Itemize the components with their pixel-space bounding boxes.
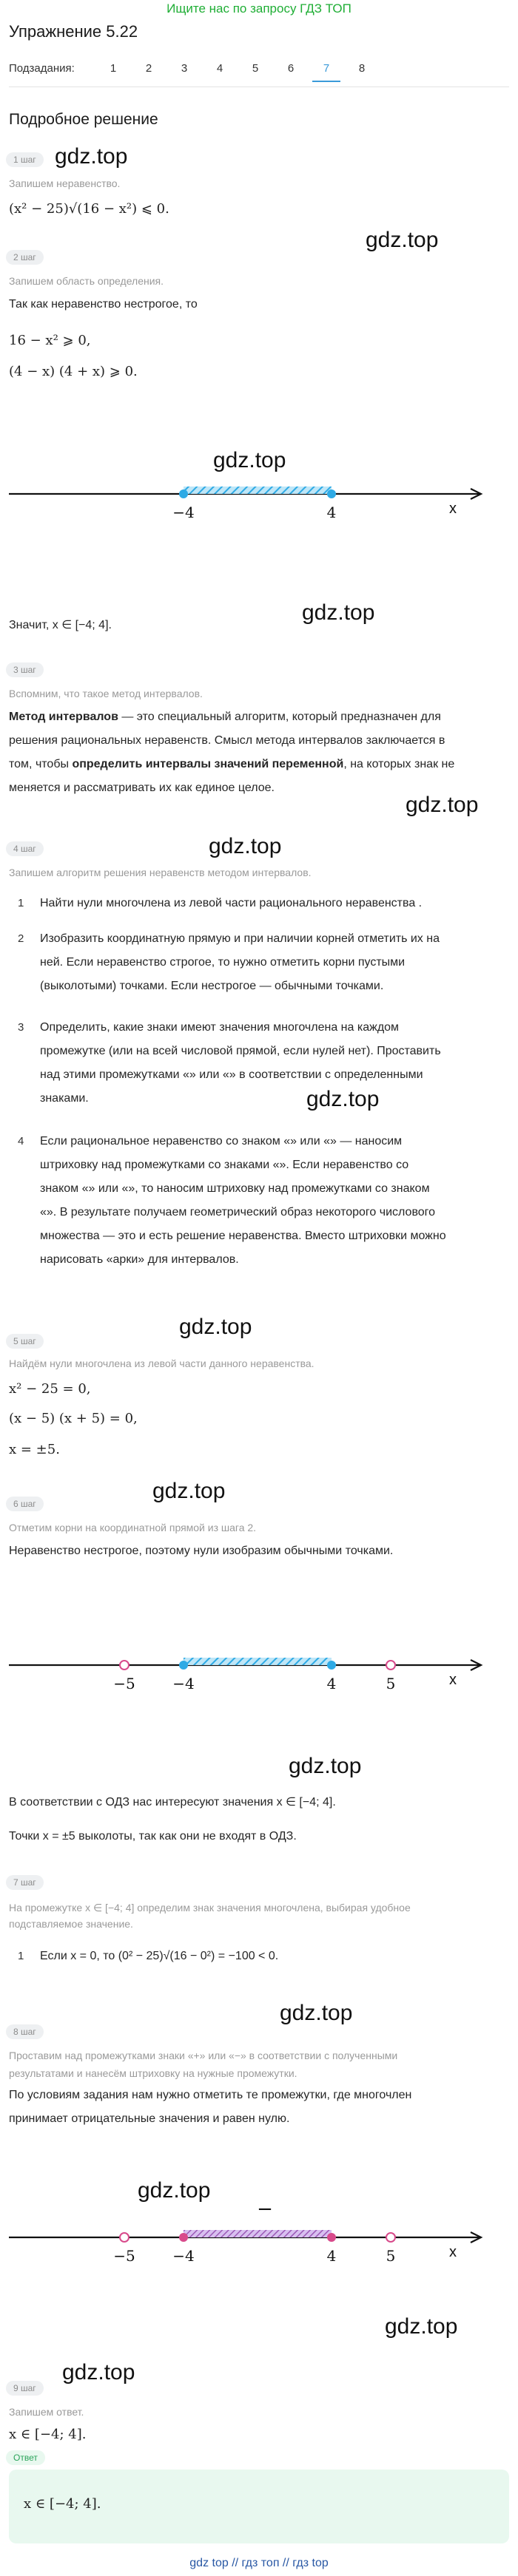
hatch-interval [184, 487, 332, 494]
step-badge: 7 шаг [6, 1875, 44, 1890]
answer-box [9, 2470, 509, 2543]
point-minus-4 [179, 489, 188, 498]
algorithm-item [40, 927, 506, 998]
zeros-formula: x² − 25 = 0, [9, 1381, 91, 1397]
item-line: Если рациональное неравенство со знаком «» или «» — наносим [40, 1135, 403, 1148]
step-note: Отметим корни на координатной прямой из шага 2. [9, 1522, 257, 1533]
axis-x-label: x [449, 501, 457, 517]
answer-formula: x ∈ [−4; 4]. [9, 2427, 87, 2442]
step-note: Запишем алгоритм решения неравенств методом интервалов. [9, 867, 312, 878]
point-minus-5 [120, 1661, 129, 1670]
method-definition [9, 705, 509, 800]
axis-x-label: x [449, 2244, 457, 2260]
watermark: gdz.top [209, 834, 282, 858]
item-line: Найти нули многочлена из левой части рационального неравенства . [40, 897, 423, 909]
step-badge: 3 шаг [6, 662, 44, 677]
step-badge: 8 шаг [6, 2024, 44, 2039]
promo-banner[interactable]: Ищите нас по запросу ГДЗ ТОП [166, 1, 352, 16]
domain-formula: 16 − x² ⩾ 0, [9, 333, 91, 348]
method-term: Метод интервалов [9, 711, 118, 723]
step-text: По условиям задания нам нужно отметить те промежутки, где многочлен [9, 2089, 412, 2101]
tick-label-4: 4 [326, 504, 337, 521]
subtasks-bar [9, 61, 509, 83]
item-line: (выколотыми) точками. Если нестрогое — обычными точками. [40, 980, 384, 992]
tick-label-5: 5 [386, 2247, 396, 2265]
section-title: Подробное решение [9, 111, 158, 128]
definition-line: , на которых знак не [343, 758, 455, 770]
subtask-tab-4[interactable]: 4 [216, 62, 223, 75]
step-note: Найдём нули многочлена из левой части данного неравенства. [9, 1358, 314, 1369]
tick-label-4: 4 [326, 1675, 337, 1692]
point-5 [386, 1661, 395, 1670]
hatch-interval [184, 2230, 332, 2237]
item-line: знаком «» или «», то наносим штриховку над промежутками со знаком [40, 1182, 430, 1195]
point-4 [327, 1661, 336, 1670]
subtask-tab-6[interactable]: 6 [287, 62, 295, 75]
step-note: Запишем неравенство. [9, 177, 121, 189]
tick-label-minus-4: −4 [172, 1675, 195, 1692]
point-minus-4 [179, 1661, 188, 1670]
watermark: gdz.top [280, 2001, 353, 2025]
list-number: 4 [18, 1135, 24, 1148]
watermark: gdz.top [138, 2178, 211, 2203]
item-line: ней. Если неравенство строгое, то нужно отметить корни пустыми [40, 956, 406, 969]
step-note: На промежутке x ∈ [−4; 4] определим знак значения многочлена, выбирая удобное [9, 1902, 411, 1914]
step-text: Точки x = ±5 выколоты, так как они не входят в ОДЗ. [9, 1830, 297, 1843]
footer-links[interactable]: gdz top // гдз топ // гдз top [189, 2557, 329, 2569]
subtask-tab-3[interactable]: 3 [181, 62, 188, 75]
point-minus-4 [179, 2233, 188, 2242]
watermark: gdz.top [385, 2314, 458, 2339]
step-badge: 6 шаг [6, 1497, 44, 1511]
inequality-formula: (x² − 25)√(16 − x²) ⩽ 0. [9, 201, 169, 217]
step-note: подставляемое значение. [9, 1918, 133, 1930]
step-text: Так как неравенство нестрогое, то [9, 298, 198, 311]
item-line: штриховку над промежутками со знаками «». Если неравенство со [40, 1159, 409, 1171]
tick-label-minus-4: −4 [172, 2247, 195, 2265]
interval-sign: − [257, 2200, 273, 2220]
domain-formula-factored: (4 − x) (4 + x) ⩾ 0. [9, 364, 138, 379]
watermark: gdz.top [62, 2360, 135, 2385]
point-5 [386, 2233, 395, 2242]
step-note: Проставим над промежутками знаки «+» или «−» в соответствии с полученными [9, 2050, 398, 2061]
algorithm-item [40, 1016, 506, 1111]
algorithm-item [40, 1130, 506, 1272]
definition-line: том, чтобы [9, 758, 73, 770]
step-badge: 5 шаг [6, 1334, 44, 1349]
watermark: gdz.top [406, 793, 479, 817]
axis-x-label: x [449, 1672, 457, 1688]
answer-value: x ∈ [−4; 4]. [24, 2496, 101, 2512]
definition-bold: определить интервалы значений переменной [72, 758, 344, 770]
tick-label-4: 4 [326, 2247, 337, 2265]
list-number: 1 [18, 1950, 24, 1962]
step-badge: 4 шаг [6, 841, 44, 856]
step-note: Вспомним, что такое метод интервалов. [9, 688, 203, 699]
step-badge: 9 шаг [6, 2381, 44, 2396]
list-number: 1 [18, 897, 24, 909]
item-line: нарисовать «арки» для интервалов. [40, 1253, 239, 1266]
step-note: Запишем ответ. [9, 2406, 84, 2418]
list-number: 2 [18, 932, 24, 945]
number-line-domain [0, 473, 518, 525]
point-4 [327, 2233, 336, 2242]
tick-label-minus-5: −5 [113, 1675, 135, 1692]
item-line: «». В результате получаем геометрический образ некоторого числового [40, 1206, 436, 1218]
sign-check: Если x = 0, то (0² − 25)√(16 − 0²) = −100 < 0. [40, 1950, 279, 1962]
item-line: множества — это и есть решение неравенства. Вместо штриховки можно [40, 1230, 446, 1242]
step-text: Неравенство нестрогое, поэтому нули изобразим обычными точками. [9, 1545, 394, 1557]
subtask-tab-5[interactable]: 5 [252, 62, 259, 75]
number-line-solution [0, 2200, 518, 2274]
step-note: Запишем область определения. [9, 275, 164, 287]
item-line: Определить, какие знаки имеют значения многочлена на каждом [40, 1021, 400, 1034]
step-text: принимает отрицательные значения и равен нулю. [9, 2112, 290, 2125]
definition-line: меняется и рассматривать их как единое целое. [9, 782, 275, 794]
item-line: знаками. [40, 1092, 89, 1105]
point-4 [327, 489, 336, 498]
subtask-tab-2[interactable]: 2 [145, 62, 152, 75]
page-title: Упражнение 5.22 [9, 22, 138, 41]
zeros-factored: (x − 5) (x + 5) = 0, [9, 1411, 138, 1426]
subtasks-label: Подзадания: [9, 62, 75, 75]
subtask-tab-8[interactable]: 8 [358, 62, 366, 75]
item-line: Изобразить координатную прямую и при наличии корней отметить их на [40, 932, 440, 945]
watermark: gdz.top [289, 1754, 362, 1778]
tick-label-minus-5: −5 [113, 2247, 135, 2265]
step-badge: 2 шаг [6, 250, 44, 265]
watermark: gdz.top [213, 448, 286, 472]
item-line: над этими промежутками «» или «» в соответствии с определенными [40, 1068, 423, 1081]
definition-line: решения рациональных неравенств. Смысл метода интервалов заключается в [9, 734, 445, 747]
algorithm-item [40, 892, 506, 915]
watermark: gdz.top [179, 1315, 252, 1339]
watermark: gdz.top [366, 228, 439, 252]
item-line: промежутке (или на всей числовой прямой, если нулей нет). Проставить [40, 1045, 441, 1057]
point-minus-5 [120, 2233, 129, 2242]
definition-line: — это специальный алгоритм, который предназначен для [118, 711, 441, 723]
tick-label-minus-4: −4 [172, 504, 195, 521]
number-line-zeros [0, 1649, 518, 1701]
watermark: gdz.top [55, 144, 128, 169]
hatch-interval [184, 1658, 332, 1665]
subtask-tab-7[interactable]: 7 [315, 62, 337, 75]
step-text: В соответствии с ОДЗ нас интересуют значения x ∈ [−4; 4]. [9, 1796, 336, 1809]
answer-badge: Ответ [6, 2450, 45, 2465]
watermark: gdz.top [302, 600, 375, 625]
watermark: gdz.top [152, 1479, 226, 1503]
list-number: 3 [18, 1021, 24, 1034]
step-badge: 1 шаг [6, 152, 44, 167]
tick-label-5: 5 [386, 1675, 396, 1692]
subtask-tab-1[interactable]: 1 [110, 62, 117, 75]
watermark: gdz.top [306, 1087, 380, 1111]
step-note: результатами и нанесём штриховку на нужные промежутки. [9, 2067, 297, 2079]
domain-result: Значит, x ∈ [−4; 4]. [9, 619, 112, 631]
zeros-result: x = ±5. [9, 1442, 60, 1457]
